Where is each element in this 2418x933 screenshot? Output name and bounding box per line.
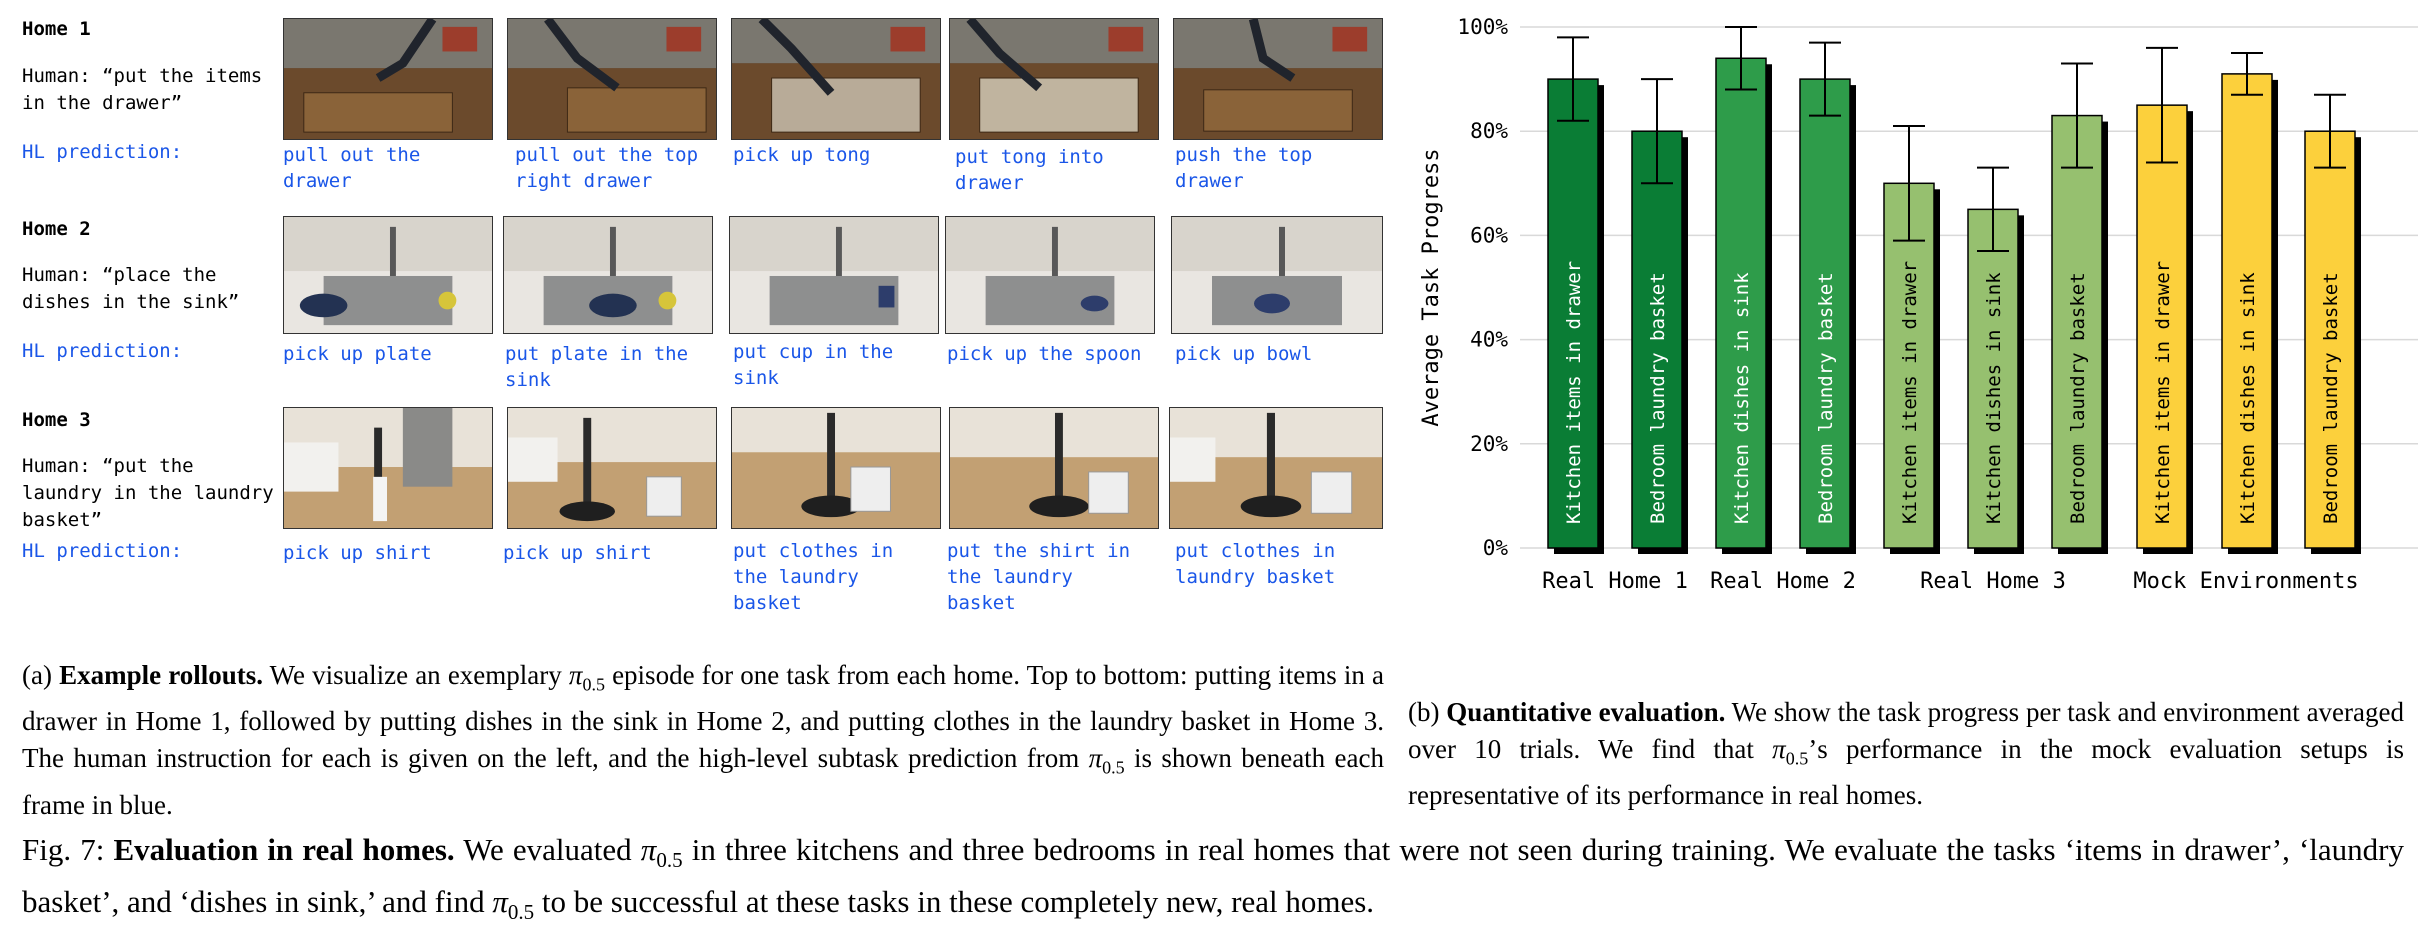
bar-label: Kitchen dishes in sink bbox=[1983, 272, 2005, 524]
pi-symbol: π bbox=[1772, 734, 1786, 764]
pi-subscript: 0.5 bbox=[507, 900, 535, 925]
rollout-frame-image bbox=[731, 407, 941, 529]
rollout-frame-image bbox=[1169, 407, 1383, 529]
figure-label: Fig. 7: bbox=[22, 832, 114, 867]
hl-prediction: put clothes in the laundry basket bbox=[733, 540, 894, 614]
hl-prediction: pick up plate bbox=[283, 343, 432, 365]
hl-prediction: put the shirt in the laundry basket bbox=[947, 540, 1131, 614]
pi-symbol: π bbox=[640, 832, 657, 867]
hl-prediction: put cup in the sink bbox=[733, 341, 894, 389]
hl-prediction: pick up the spoon bbox=[947, 343, 1142, 365]
rollout-frame-image bbox=[731, 18, 941, 140]
rollout-frame-image bbox=[283, 18, 493, 140]
bar-label: Kitchen dishes in sink bbox=[2237, 272, 2259, 524]
rollout-frame-image bbox=[503, 216, 713, 334]
y-tick-label: 100% bbox=[1457, 15, 1508, 39]
hl-prediction: put tong into drawer bbox=[955, 146, 1104, 194]
y-axis-label: Average Task Progress bbox=[1419, 148, 1444, 427]
hl-prediction-label: HL prediction: bbox=[22, 540, 183, 562]
y-tick-label: 20% bbox=[1470, 431, 1508, 456]
rollout-frame-image bbox=[283, 216, 493, 334]
caption-text: We visualize an exemplary bbox=[263, 660, 569, 690]
pi-subscript: 0.5 bbox=[1102, 757, 1125, 778]
bar-label: Bedroom laundry basket bbox=[1815, 272, 1837, 524]
hl-prediction: pick up shirt bbox=[283, 542, 432, 564]
home-title: Home 3 bbox=[22, 409, 91, 431]
caption-a bbox=[22, 657, 1384, 824]
x-group-label: Real Home 2 bbox=[1710, 569, 1856, 594]
bar-label: Kitchen dishes in sink bbox=[1731, 272, 1753, 524]
caption-heading: Example rollouts. bbox=[59, 660, 264, 690]
y-tick-label: 0% bbox=[1482, 536, 1508, 560]
figure-caption bbox=[22, 829, 2404, 933]
caption-text: episode for one task from each home. Top to bottom: putting items in a drawer in Home 1, followed by putting dishes in the sink in Home 2, and putting clothes in the laundry basket in Home 3. The human instruction for each is given on the left, and the high-level subtask prediction from bbox=[22, 660, 1385, 774]
hl-prediction: put plate in the sink bbox=[505, 343, 689, 391]
hl-prediction-label: HL prediction: bbox=[22, 141, 183, 163]
caption-text: in three kitchens and three bedrooms in real homes that were not seen during training. We evaluate the tasks ‘items in drawer’, ‘laundry basket’, and ‘dishes in sink,’ and find bbox=[22, 832, 2404, 920]
hl-prediction: pick up bowl bbox=[1175, 343, 1313, 365]
rollout-frame-image bbox=[949, 18, 1159, 140]
human-instruction: Human: “put the laundry in the laundry basket” bbox=[22, 455, 274, 531]
y-tick-label: 60% bbox=[1470, 223, 1508, 248]
human-instruction: Human: “place the dishes in the sink” bbox=[22, 264, 240, 313]
rollout-frame-image bbox=[1171, 216, 1383, 334]
home-title: Home 1 bbox=[22, 18, 91, 40]
y-tick-label: 80% bbox=[1470, 119, 1508, 144]
y-tick-label: 40% bbox=[1470, 327, 1508, 352]
bar-label: Bedroom laundry basket bbox=[2320, 272, 2342, 524]
bar-label: Kitchen items in drawer bbox=[2152, 260, 2174, 524]
caption-text: to be successful at these tasks in these completely new, real homes. bbox=[534, 884, 1375, 920]
rollout-frame-image bbox=[945, 216, 1155, 334]
x-group-label: Real Home 1 bbox=[1542, 569, 1688, 594]
rollout-frame-image bbox=[729, 216, 939, 334]
bar-label: Bedroom laundry basket bbox=[2067, 272, 2089, 524]
hl-prediction: put clothes in laundry basket bbox=[1175, 540, 1336, 588]
pi-symbol: π bbox=[492, 884, 508, 920]
task-progress-bar-chart bbox=[1390, 0, 2418, 600]
bar-label: Bedroom laundry basket bbox=[1647, 272, 1669, 524]
caption-text: ’s performance in the mock evaluation setups is representative of its performance in real homes. bbox=[1408, 734, 2404, 811]
caption-heading: Evaluation in real homes. bbox=[113, 832, 455, 867]
human-instruction: Human: “put the items in the drawer” bbox=[22, 65, 263, 114]
hl-prediction: pull out the top right drawer bbox=[515, 144, 699, 192]
home-title: Home 2 bbox=[22, 218, 91, 240]
caption-heading: Quantitative evaluation. bbox=[1446, 697, 1726, 727]
hl-prediction: push the top drawer bbox=[1175, 144, 1313, 192]
caption-text: We evaluated bbox=[454, 832, 641, 867]
caption-prefix: (b) bbox=[1408, 697, 1447, 727]
x-group-label: Mock Environments bbox=[2133, 569, 2359, 594]
hl-prediction: pick up shirt bbox=[503, 542, 652, 564]
bar-label: Kitchen items in drawer bbox=[1563, 260, 1585, 524]
rollout-frame-image bbox=[1173, 18, 1383, 140]
pi-symbol: π bbox=[568, 660, 583, 690]
hl-prediction-label: HL prediction: bbox=[22, 340, 183, 362]
hl-prediction: pick up tong bbox=[733, 144, 871, 166]
pi-subscript: 0.5 bbox=[582, 674, 605, 695]
caption-b bbox=[1408, 694, 2404, 814]
rollout-frame-image bbox=[949, 407, 1159, 529]
rollout-frame-image bbox=[283, 407, 493, 529]
caption-prefix: (a) bbox=[22, 660, 60, 690]
caption-text: We show the task progress per task and environment averaged over 10 trials. We find that bbox=[1408, 697, 2405, 764]
pi-symbol: π bbox=[1088, 743, 1103, 774]
bar-label: Kitchen items in drawer bbox=[1899, 260, 1921, 524]
rollout-frame-image bbox=[507, 18, 717, 140]
pi-subscript: 0.5 bbox=[1785, 748, 1809, 769]
caption-text: is shown beneath each frame in blue. bbox=[22, 743, 1384, 820]
hl-prediction: pull out the drawer bbox=[283, 144, 421, 192]
rollout-frame-image bbox=[507, 407, 717, 529]
x-group-label: Real Home 3 bbox=[1920, 569, 2066, 594]
pi-subscript: 0.5 bbox=[656, 848, 683, 873]
